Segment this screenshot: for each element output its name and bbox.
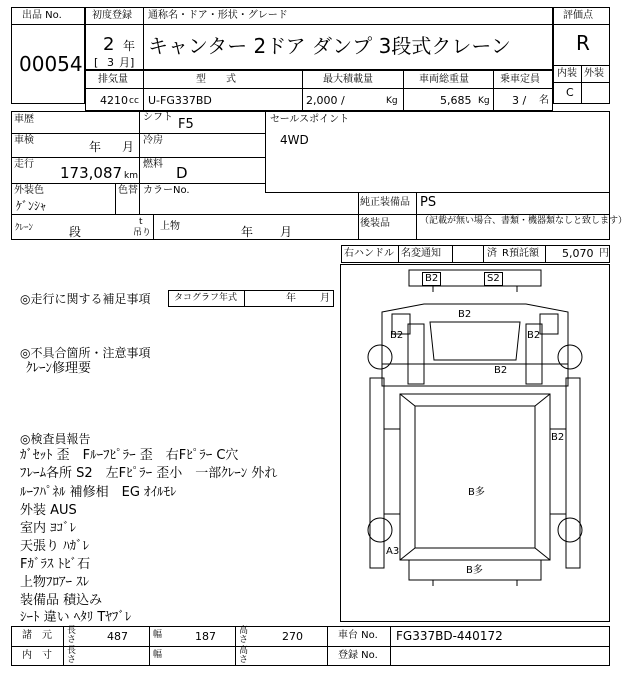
max-load-unit: Kg bbox=[386, 96, 398, 106]
crane-ton: t bbox=[139, 217, 143, 227]
damage-mark: B2 bbox=[390, 330, 404, 341]
inspection-year-unit: 年 bbox=[89, 140, 102, 154]
divider bbox=[545, 245, 546, 263]
width-label: 幅 bbox=[153, 630, 163, 640]
inspector-line: ｶﾞｾｯﾄ 歪 Fﾙｰﾌﾋﾟﾗｰ 歪 右Fﾋﾟﾗｰ C穴 bbox=[20, 448, 239, 463]
inspection-month-unit: 月 bbox=[122, 140, 135, 154]
post-install-label: 後装品 bbox=[360, 218, 390, 229]
grade-label: 評価点 bbox=[563, 10, 593, 21]
divider bbox=[11, 133, 265, 134]
divider bbox=[302, 70, 303, 111]
shift-label: シフト bbox=[143, 112, 173, 123]
fuel-label: 燃料 bbox=[143, 159, 163, 170]
divider bbox=[235, 626, 236, 666]
divider bbox=[358, 192, 359, 240]
divider bbox=[483, 245, 484, 263]
damage-mark: B2 bbox=[422, 272, 441, 286]
first-reg-month: 3 bbox=[107, 56, 114, 69]
gross-weight-value: 5,685 bbox=[440, 94, 472, 107]
divider bbox=[403, 70, 404, 111]
defects-text: ｸﾚｰﾝ修理要 bbox=[26, 361, 92, 376]
divider bbox=[493, 70, 494, 111]
divider bbox=[153, 214, 154, 240]
height-value: 270 bbox=[282, 630, 303, 643]
chassis-value: FG337BD-440172 bbox=[396, 629, 503, 643]
r-deposit-value: 5,070 bbox=[562, 247, 594, 260]
history-label: 車歴 bbox=[14, 114, 34, 125]
ac-label: 冷房 bbox=[143, 135, 163, 146]
divider bbox=[416, 192, 417, 240]
grade-value: R bbox=[576, 31, 590, 55]
in-width-label: 幅 bbox=[153, 650, 163, 660]
fuel-value: D bbox=[176, 164, 188, 182]
interior-label: 内装 bbox=[557, 68, 577, 79]
interior-grade: C bbox=[566, 86, 574, 99]
exterior-label: 外装 bbox=[584, 68, 604, 79]
displacement-label: 排気量 bbox=[98, 74, 128, 85]
upper-month: 月 bbox=[280, 225, 293, 239]
crane-lift: 吊り bbox=[133, 228, 152, 238]
gross-weight-label: 車両総重量 bbox=[419, 74, 469, 85]
month-close: 月] bbox=[119, 56, 135, 69]
mileage-value: 173,087 bbox=[60, 164, 123, 182]
inspection-label: 車検 bbox=[14, 135, 34, 146]
length-label: 長さ bbox=[67, 626, 77, 645]
steering: 右ハンドル bbox=[344, 248, 394, 259]
height-label: 高さ bbox=[239, 626, 249, 645]
warranty: 済 bbox=[487, 248, 497, 259]
r-deposit-unit: 円 bbox=[599, 248, 609, 259]
inspector-line: ｼｰﾄ 違い ﾍﾀﾘ Tﾔﾌﾞﾚ bbox=[20, 610, 132, 625]
inspector-line: 外装 AUS bbox=[20, 503, 77, 518]
car-desc-label: 通称名・ドア・形状・グレード bbox=[148, 10, 288, 21]
damage-mark: B2 bbox=[458, 309, 472, 320]
divider bbox=[553, 24, 610, 25]
divider bbox=[11, 24, 85, 25]
inspector-line: 天張り ﾊｶﾞﾚ bbox=[20, 539, 90, 554]
in-length-label: 長さ bbox=[67, 646, 77, 665]
divider bbox=[143, 70, 144, 111]
first-reg-year: 2 bbox=[103, 34, 115, 55]
divider bbox=[11, 157, 265, 158]
inspector-line: ﾌﾚｰﾑ各所 S2 左Fﾋﾟﾗｰ 歪小 一部ｸﾚｰﾝ 外れ bbox=[20, 466, 278, 481]
month-open: [ bbox=[94, 56, 99, 69]
divider bbox=[63, 626, 64, 666]
color-value: ｹﾞﾝｼｬ bbox=[16, 199, 47, 213]
defects-label: ◎不具合箇所・注意事項 bbox=[20, 346, 151, 360]
displacement-value: 4210 bbox=[100, 94, 128, 107]
capacity-value: 3 / bbox=[512, 94, 527, 107]
divider bbox=[452, 245, 453, 263]
divider bbox=[398, 245, 399, 263]
inspector-line: 室内 ﾖｺﾞﾚ bbox=[20, 521, 77, 536]
divider bbox=[265, 111, 266, 192]
divider bbox=[11, 646, 610, 647]
inspector-line: 装備品 積込み bbox=[20, 593, 103, 608]
inspector-line: Fｶﾞﾗｽ ﾄﾋﾞ石 bbox=[20, 557, 91, 572]
tacho-year: 年 bbox=[286, 293, 296, 304]
year-unit: 年 bbox=[123, 39, 136, 53]
divider bbox=[143, 7, 144, 70]
capacity-unit: 名 bbox=[539, 95, 549, 106]
model-value: U-FG337BD bbox=[148, 94, 212, 107]
color-label: 外装色 bbox=[14, 185, 44, 196]
divider bbox=[327, 626, 328, 666]
color-no2-label: カラーNo. bbox=[143, 185, 190, 196]
tacho-month: 月 bbox=[320, 293, 330, 304]
divider bbox=[85, 88, 553, 89]
chassis-label: 車台 No. bbox=[338, 630, 378, 641]
divider bbox=[11, 214, 610, 215]
divider bbox=[244, 290, 245, 307]
width-value: 187 bbox=[195, 630, 216, 643]
damage-mark: A3 bbox=[386, 546, 400, 557]
reg-label: 登録 No. bbox=[338, 650, 378, 661]
interior-dims-label: 内 寸 bbox=[22, 650, 52, 661]
inspector-label: ◎検査員報告 bbox=[20, 432, 91, 446]
divider bbox=[265, 192, 610, 193]
divider bbox=[390, 626, 391, 666]
post-install-note: （記載が無い場合、書類・機器類なしと致します） bbox=[420, 216, 628, 226]
equipment-value: PS bbox=[420, 195, 437, 210]
lot-number: 00054 bbox=[19, 52, 83, 76]
driving-notes-label: ◎走行に関する補足事項 bbox=[20, 292, 151, 306]
damage-mark: B2 bbox=[527, 330, 541, 341]
tachograph-label: タコグラフ年式 bbox=[174, 293, 238, 303]
first-reg-label: 初度登録 bbox=[92, 10, 132, 21]
crane-stage: 段 bbox=[69, 225, 82, 239]
car-name: キャンター 2ドア ダンプ 3段式クレーン bbox=[148, 34, 511, 58]
color-no-label: 色替 bbox=[118, 185, 138, 196]
inspector-line: ﾙｰﾌﾊﾟﾈﾙ 補修相 EG ｵｲﾙﾓﾚ bbox=[20, 485, 177, 500]
damage-mark: B2 bbox=[494, 365, 508, 376]
max-load-label: 最大積載量 bbox=[323, 74, 373, 85]
crane-label: ｸﾚｰﾝ bbox=[15, 223, 34, 233]
capacity-label: 乗車定員 bbox=[500, 74, 540, 85]
inspector-line: 上物ﾌﾛｱｰ ｽﾚ bbox=[20, 575, 90, 590]
gross-weight-unit: Kg bbox=[478, 96, 490, 106]
in-height-label: 高さ bbox=[239, 646, 249, 665]
divider bbox=[149, 626, 150, 666]
specs-label: 諸 元 bbox=[22, 630, 52, 641]
r-deposit-label: R預託額 bbox=[502, 248, 539, 259]
sales-point-label: セールスポイント bbox=[270, 114, 350, 125]
divider bbox=[115, 183, 116, 214]
equipment-label: 純正装備品 bbox=[360, 197, 410, 208]
meter-change: 名変通知 bbox=[401, 248, 441, 259]
damage-mark: B2 bbox=[551, 432, 565, 443]
displacement-unit: cc bbox=[129, 96, 139, 106]
length-value: 487 bbox=[107, 630, 128, 643]
divider bbox=[581, 65, 582, 104]
mileage-label: 走行 bbox=[14, 159, 34, 170]
max-load-value: 2,000 / bbox=[306, 94, 345, 107]
divider bbox=[11, 183, 265, 184]
divider bbox=[139, 111, 140, 214]
damage-mark: B多 bbox=[466, 565, 483, 576]
divider bbox=[85, 24, 553, 25]
model-label: 型 式 bbox=[196, 74, 236, 85]
upper-label: 上物 bbox=[160, 221, 180, 232]
damage-mark: S2 bbox=[484, 272, 503, 286]
sales-point-value: 4WD bbox=[280, 133, 309, 147]
mileage-unit: km bbox=[124, 171, 138, 181]
damage-mark: B多 bbox=[468, 487, 485, 498]
upper-year: 年 bbox=[241, 225, 254, 239]
shift-value: F5 bbox=[178, 117, 194, 132]
lot-no-label: 出品 No. bbox=[22, 10, 62, 21]
